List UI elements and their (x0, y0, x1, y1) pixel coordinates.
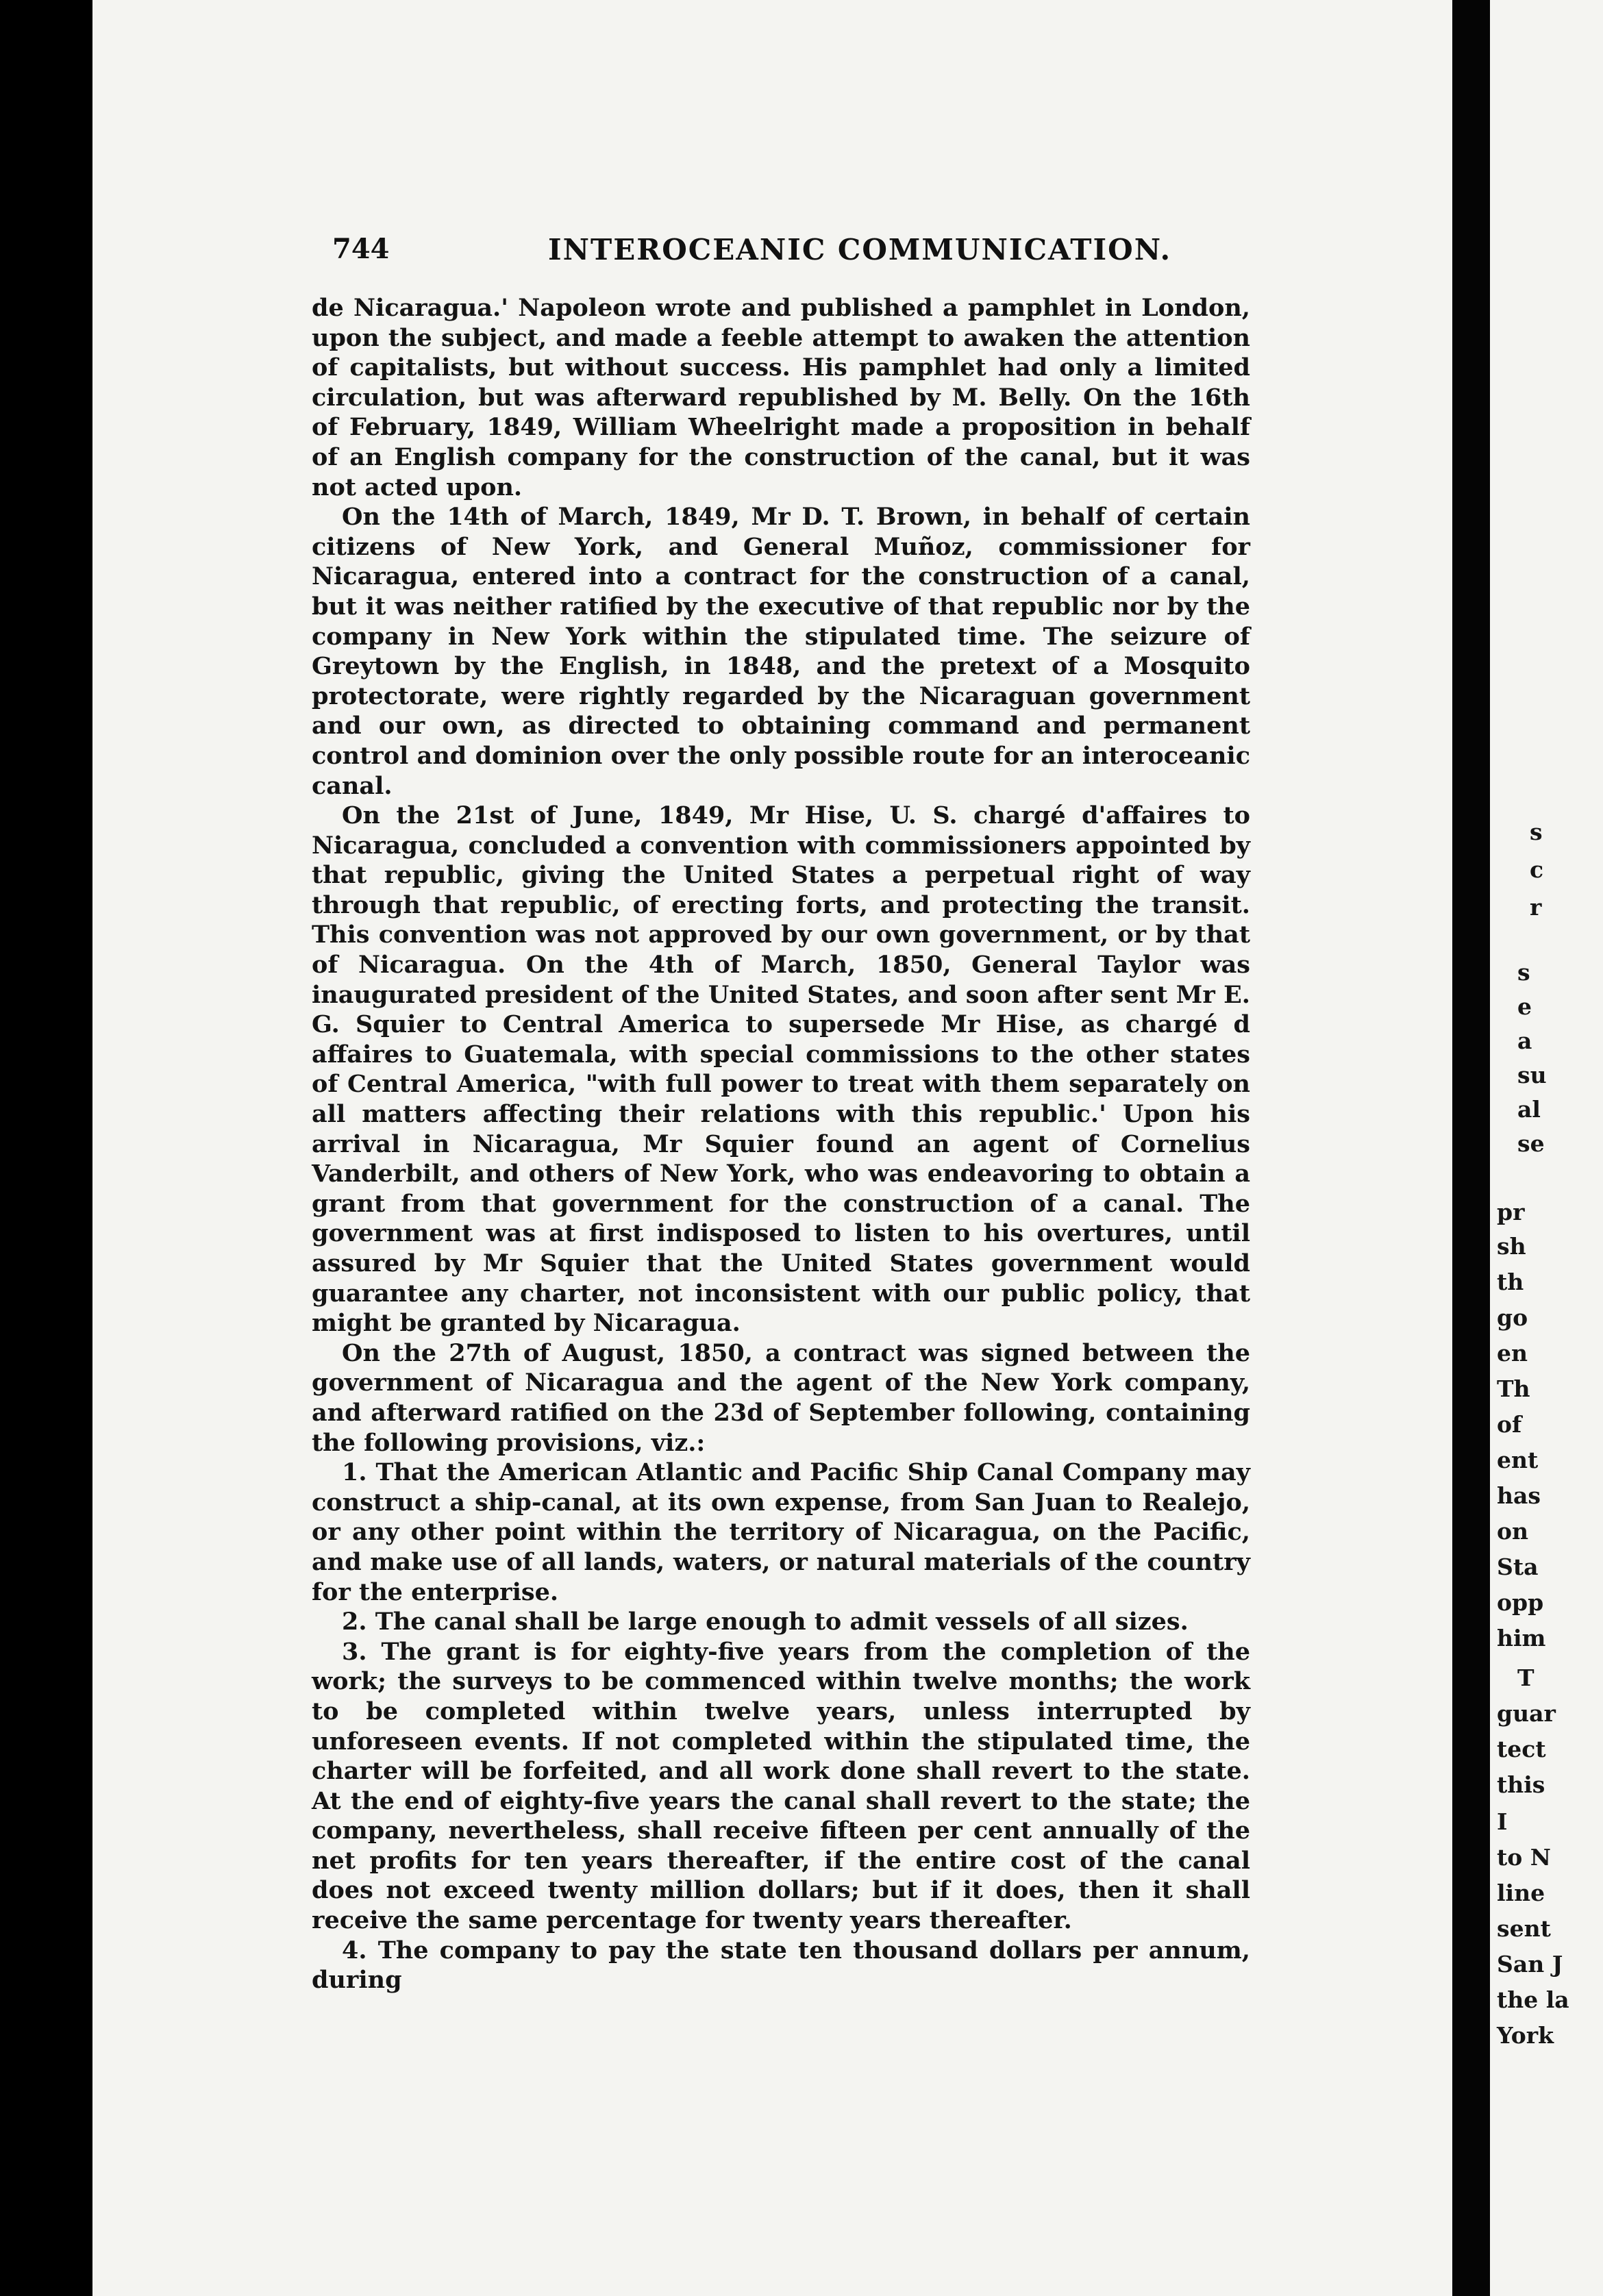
fragment: pr (1497, 1199, 1525, 1225)
fragment: to N (1497, 1844, 1551, 1871)
right-page (1490, 0, 1603, 2296)
fragment: en (1497, 1340, 1528, 1367)
fragment: line (1497, 1880, 1545, 1906)
list-item: 4. The company to pay the state ten thousand dollars per annum, during (312, 1936, 1250, 1995)
fragment: al (1517, 1096, 1541, 1123)
fragment: the la (1497, 1986, 1569, 2013)
fragment: tect (1497, 1736, 1546, 1762)
fragment: on (1497, 1518, 1529, 1545)
body-text (312, 293, 1250, 1995)
fragment: I (1497, 1808, 1508, 1835)
fragment: r (1530, 894, 1542, 921)
fragment: York (1497, 2022, 1554, 2049)
fragment: c (1530, 856, 1544, 883)
fragment: has (1497, 1482, 1541, 1509)
paragraph: On the 14th of March, 1849, Mr D. T. Brown, in behalf of certain citizens of New York, and General Muñoz, commissioner for Nicaragua, entered into a contract for the construction of a canal, but it was neither ratified by the executive of that republic nor by the company in New York within the stipulated time. The seizure of Greytown by the English, in 1848, and the pretext of a Mosquito protectorate, were rightly regarded by the Nicaraguan government and our own, as directed to obtaining command and permanent control and dominion over the only possible route for an interoceanic canal. (312, 503, 1250, 800)
fragment: go (1497, 1304, 1528, 1331)
fragment: s (1530, 819, 1543, 845)
page-header (332, 233, 1278, 274)
fragment: sh (1497, 1233, 1526, 1260)
paragraph: On the 21st of June, 1849, Mr Hise, U. S. chargé d'affaires to Nicaragua, concluded a convention with commissioners appointed by that republic, giving the United States a perpetual right of way through that republic, of erecting forts, and protecting the transit. This convention was not approved by our own government, or by that of Nicaragua. On the 4th of March, 1850, General Taylor was inaugurated president of the United States, and soon after sent Mr E. G. Squier to Central America to supersede Mr Hise, as chargé d affaires to Guatemala, with special commissions to the other states of Central America, "with full power to treat with them separately on all matters affecting their relations with this republic.' Upon his arrival in Nicaragua, Mr Squier found an agent of Cornelius Vanderbilt, and others of New York, who was endeavoring to obtain a grant from that government for the construction of a canal. The government was at first indisposed to listen to his overtures, until assured by Mr Squier that the United States government would guarantee any charter, not inconsistent with our public policy, that might be granted by Nicaragua. (312, 801, 1250, 1338)
fragment: e (1517, 993, 1532, 1020)
fragment: ent (1497, 1447, 1539, 1473)
fragment: su (1517, 1062, 1547, 1088)
book-gutter (1452, 0, 1490, 2296)
fragment: Th (1497, 1375, 1530, 1402)
fragment: s (1517, 959, 1530, 986)
fragment: him (1497, 1625, 1546, 1651)
fragment: Sta (1497, 1553, 1539, 1580)
fragment: a (1517, 1027, 1532, 1054)
list-item: 3. The grant is for eighty-five years from the completion of the work; the surveys to be commenced within twelve months; the work to be completed within twelve years, unless interrupted by unforeseen events. If not completed within the stipulated time, the charter will be forfeited, and all work done shall revert to the state. At the end of eighty-five years the canal shall revert to the state; the company, nevertheless, shall receive fifteen per cent annually of the net profits for ten years thereafter, if the entire cost of the canal does not exceed twenty million dollars; but if it does, then it shall receive the same percentage for twenty years thereafter. (312, 1637, 1250, 1935)
fragment: T (1517, 1664, 1534, 1691)
fragment: of (1497, 1411, 1522, 1438)
list-item: 1. That the American Atlantic and Pacific Ship Canal Company may construct a ship-canal, at its own expense, from San Juan to Realejo, or any other point within the territory of Nicaragua, on the Pacific, and make use of all lands, waters, or natural materials of the country for the enterprise. (312, 1458, 1250, 1606)
paragraph: On the 27th of August, 1850, a contract was signed between the government of Nicaragua and the agent of the New York company, and afterward ratified on the 23d of September following, containing the following provisions, viz.: (312, 1338, 1250, 1457)
page-number: 744 (332, 233, 390, 265)
running-title: INTEROCEANIC COMMUNICATION. (548, 233, 1172, 266)
fragment: San J (1497, 1951, 1563, 1977)
fragment: se (1517, 1130, 1545, 1157)
fragment: opp (1497, 1589, 1544, 1616)
list-item: 2. The canal shall be large enough to admit vessels of all sizes. (342, 1608, 1189, 1636)
fragment: sent (1497, 1915, 1551, 1942)
paragraph: de Nicaragua.' Napoleon wrote and published a pamphlet in London, upon the subject, and made a feeble attempt to awaken the attention of capitalists, but without success. His pamphlet had only a limited circulation, but was afterward republished by M. Belly. On the 16th of February, 1849, William Wheelright made a proposition in behalf of an English company for the construction of the canal, but it was not acted upon. (312, 294, 1250, 501)
fragment: this (1497, 1771, 1545, 1798)
fragment: guar (1497, 1700, 1556, 1727)
fragment: th (1497, 1269, 1524, 1295)
